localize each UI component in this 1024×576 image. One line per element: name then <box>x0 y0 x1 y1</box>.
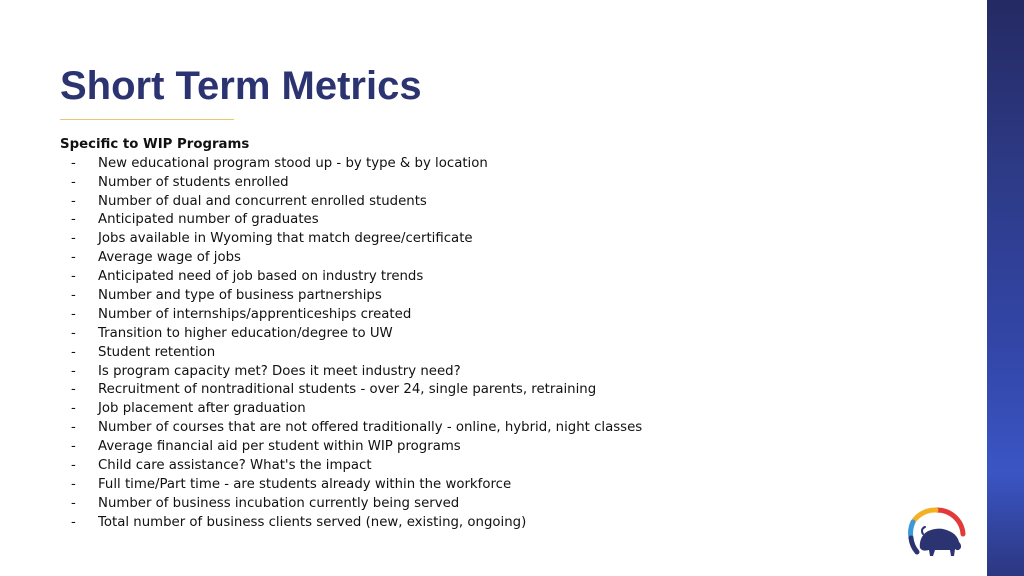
side-accent-bar <box>987 0 1024 576</box>
list-item <box>60 381 597 400</box>
bullet-dash: - <box>71 193 76 209</box>
bullet-dash: - <box>71 306 76 322</box>
list-item-text: Job placement after graduation <box>98 401 306 417</box>
list-item <box>60 155 488 174</box>
list-item <box>60 268 424 287</box>
bullet-dash: - <box>71 269 76 285</box>
list-item <box>60 514 527 533</box>
list-item-text: Student retention <box>98 344 216 360</box>
list-item <box>60 287 382 306</box>
list-item-text: Average wage of jobs <box>98 250 241 266</box>
bullet-dash: - <box>71 344 76 360</box>
bullet-dash: - <box>71 212 76 228</box>
list-item <box>60 325 393 344</box>
bullet-dash: - <box>71 155 76 171</box>
bullet-dash: - <box>71 250 76 266</box>
list-item-text: Number of internships/apprenticeships created <box>98 306 412 322</box>
list-item <box>60 419 643 438</box>
logo-bison <box>920 529 961 556</box>
bullet-dash: - <box>71 325 76 341</box>
list-item <box>60 495 460 514</box>
list-item <box>60 230 473 249</box>
list-item-text: Is program capacity met? Does it meet industry need? <box>98 363 461 379</box>
slide-title: Short Term Metrics <box>60 64 422 108</box>
bullet-dash: - <box>71 495 76 511</box>
list-item <box>60 193 427 212</box>
list-item-text: Anticipated need of job based on industry trends <box>98 269 424 285</box>
bullet-dash: - <box>71 231 76 247</box>
bullet-dash: - <box>71 476 76 492</box>
bullet-dash: - <box>71 288 76 304</box>
bison-logo-icon <box>903 504 969 564</box>
list-item <box>60 344 249 363</box>
list-item <box>60 306 412 325</box>
list-item <box>60 211 319 230</box>
bullet-dash: - <box>71 439 76 455</box>
list-item-text: Full time/Part time - are students already within the workforce <box>98 476 512 492</box>
list-item-text: Anticipated number of graduates <box>98 212 319 228</box>
bullet-dash: - <box>71 174 76 190</box>
list-item-text: Transition to higher education/degree to UW <box>98 325 393 341</box>
list-item <box>60 363 461 382</box>
list-item <box>60 174 289 193</box>
bullet-dash: - <box>71 401 76 417</box>
logo-swirl-navy <box>911 538 917 552</box>
list-item-text: Number of students enrolled <box>98 174 289 190</box>
list-item-text: Number and type of business partnerships <box>98 288 382 304</box>
list-item-text: Average financial aid per student within WIP programs <box>98 439 461 455</box>
list-item-text: Number of dual and concurrent enrolled students <box>98 193 427 209</box>
bullet-dash: - <box>71 458 76 474</box>
logo-bison-horn <box>922 527 925 534</box>
bullet-dash: - <box>71 514 76 530</box>
metric-list <box>60 155 643 533</box>
list-item <box>60 249 249 268</box>
bullet-dash: - <box>71 363 76 379</box>
list-item-text: Number of business incubation currently being served <box>98 495 460 511</box>
slide-content <box>60 136 643 533</box>
logo-swirl-yellow <box>913 510 936 522</box>
list-item-text: Child care assistance? What's the impact <box>98 458 372 474</box>
title-underline <box>60 119 234 120</box>
list-item-text: Recruitment of nontraditional students - over 24, single parents, retraining <box>98 382 597 398</box>
list-item <box>60 457 372 476</box>
list-item-text: Jobs available in Wyoming that match degree/certificate <box>98 231 473 247</box>
bullet-dash: - <box>71 382 76 398</box>
list-item-text: New educational program stood up - by type & by location <box>98 155 488 171</box>
list-item-text: Number of courses that are not offered traditionally - online, hybrid, night classes <box>98 420 643 436</box>
list-item <box>60 476 512 495</box>
bullet-dash: - <box>71 420 76 436</box>
list-item <box>60 438 461 457</box>
list-item <box>60 400 306 419</box>
section-heading: Specific to WIP Programs <box>60 137 250 152</box>
list-item-text: Total number of business clients served (new, existing, ongoing) <box>98 514 527 530</box>
